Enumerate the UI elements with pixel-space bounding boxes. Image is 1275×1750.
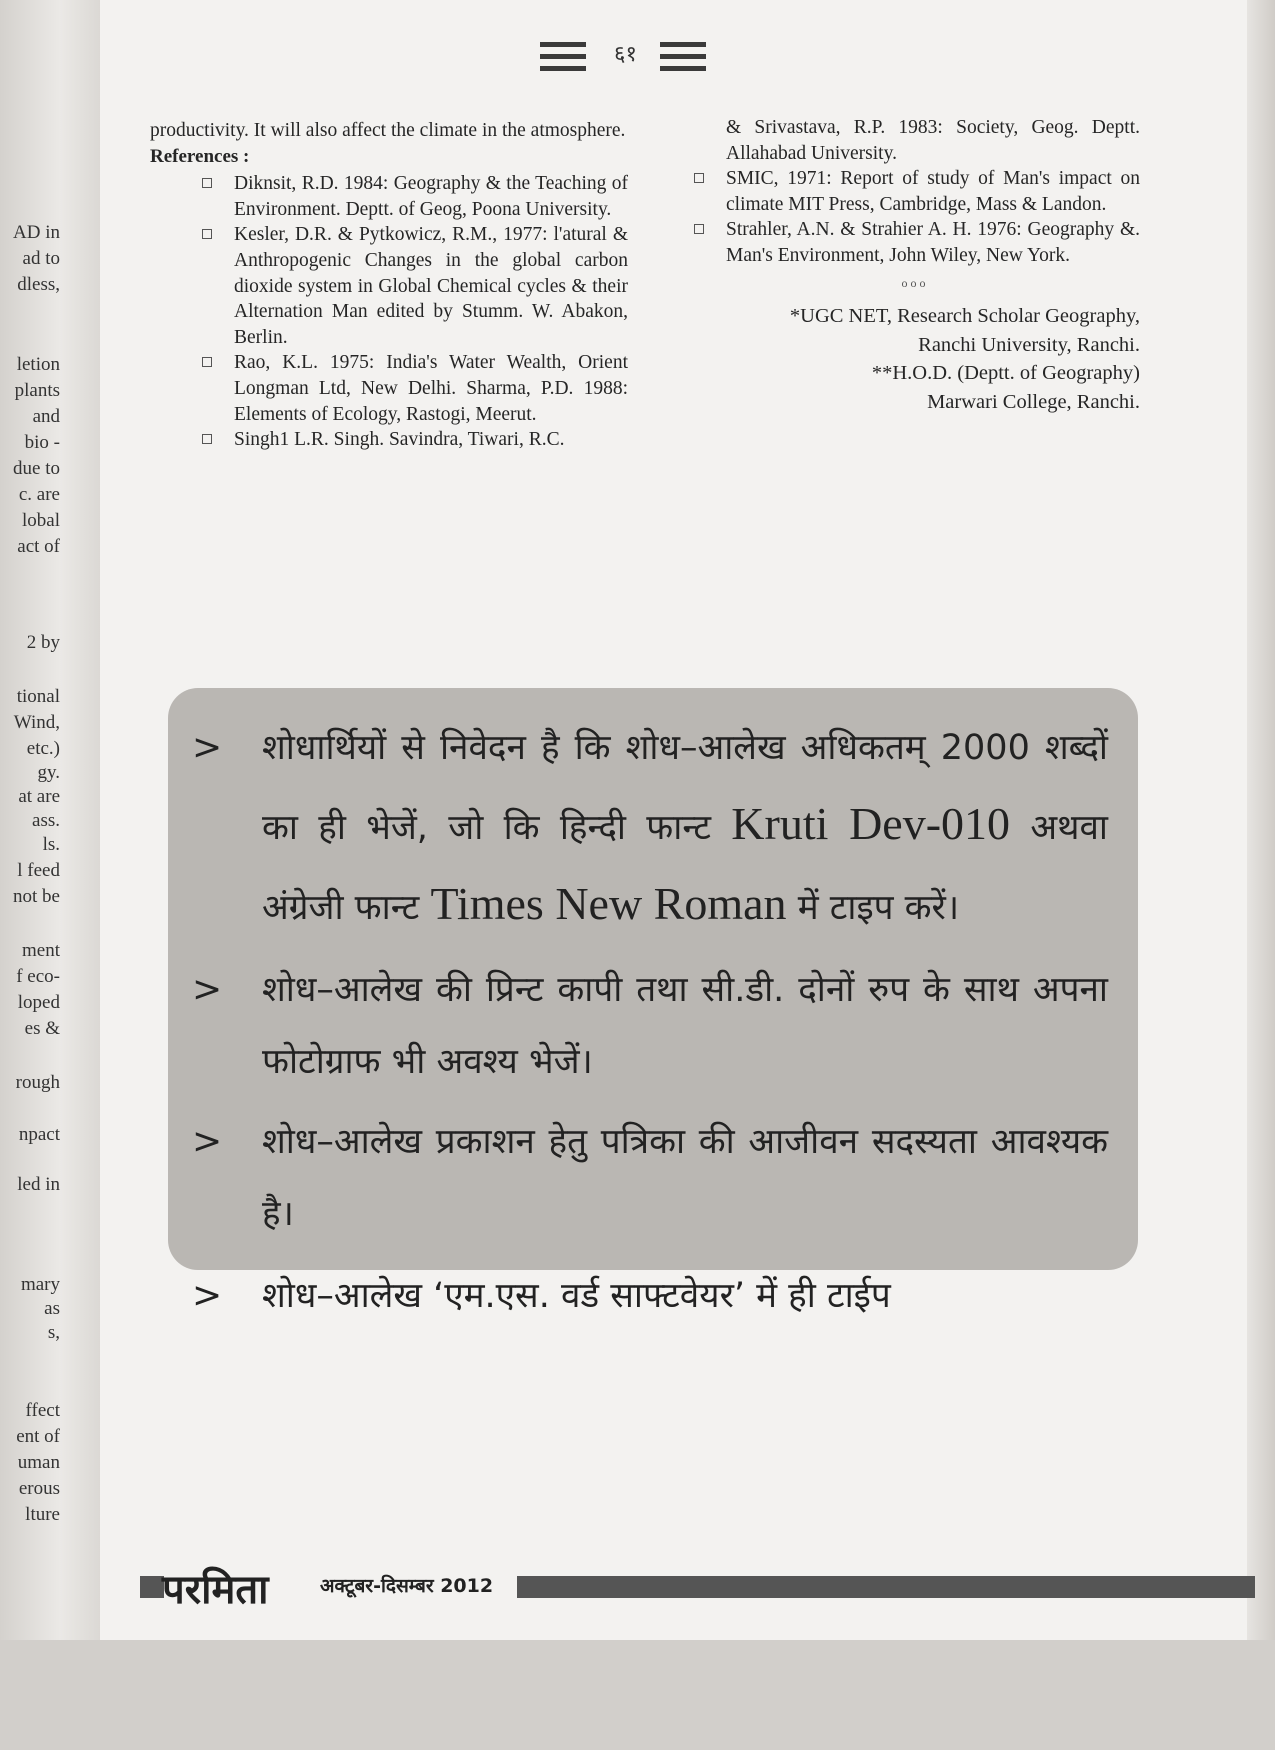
left-text-column	[150, 118, 628, 453]
left-page-fragment: l feed	[17, 860, 60, 881]
left-page-fragment: s,	[47, 1322, 60, 1343]
left-page-fragment: c. are	[18, 484, 60, 505]
left-page-fragment: bio -	[24, 432, 60, 453]
left-page-fragment: 2 by	[26, 632, 60, 653]
checkbox-bullet-icon	[694, 224, 704, 234]
reference-item: Strahler, A.N. & Strahier A. H. 1976: Geography &. Man's Environment, John Wiley, New York.	[690, 217, 1140, 268]
notice-item: > शोध–आलेख की प्रिन्ट कापी तथा सी.डी. दोनों रुप के साथ अपना फोटोग्राफ भी अवश्य भेजें।	[192, 954, 1108, 1098]
left-page-fragment: not be	[13, 886, 60, 907]
arrow-bullet-icon: >	[192, 727, 223, 768]
journal-logo: परमिता	[162, 1567, 269, 1613]
left-page-fragment: lture	[25, 1504, 60, 1525]
left-page-fragment: at are	[18, 786, 60, 807]
left-page-fragment: lobal	[22, 510, 60, 531]
left-page-fragment: and	[32, 406, 60, 427]
footer-rule-right	[517, 1576, 1255, 1598]
left-page-fragment: loped	[17, 992, 60, 1013]
submission-notice-box	[168, 688, 1138, 1316]
left-page-fragment: as	[44, 1298, 60, 1319]
page-number: ६१	[614, 42, 637, 67]
checkbox-bullet-icon	[694, 173, 704, 183]
reference-item: Diknsit, R.D. 1984: Geography & the Teaching of Environment. Deptt. of Geog, Poona University.	[150, 171, 628, 222]
left-page-fragment: ass.	[32, 810, 60, 831]
page-number-header	[540, 28, 740, 88]
left-page-fragment: plants	[14, 380, 60, 401]
left-page-fragment: ffect	[25, 1400, 60, 1421]
footer-rule-left	[140, 1576, 164, 1598]
left-page-fragment: etc.)	[26, 738, 60, 759]
right-text-column	[690, 115, 1140, 416]
left-page-fragment: tional	[16, 686, 60, 707]
checkbox-bullet-icon	[202, 357, 212, 367]
affiliation-line: Ranchi University, Ranchi.	[918, 333, 1140, 356]
left-page-fragment: Wind,	[13, 712, 60, 733]
left-page-fragment: ment	[22, 940, 60, 961]
left-page-fragment: due to	[13, 458, 60, 479]
left-page-fragment: mary	[20, 1274, 60, 1295]
checkbox-bullet-icon	[202, 178, 212, 188]
affiliation-line: **H.O.D. (Deptt. of Geography)	[871, 362, 1140, 385]
page-bottom-margin	[0, 1640, 1275, 1750]
left-page-fragment: dless,	[17, 274, 60, 295]
reference-item: SMIC, 1971: Report of study of Man's impact on climate MIT Press, Cambridge, Mass & Landon.	[690, 166, 1140, 217]
affiliation-line: Marwari College, Ranchi.	[927, 390, 1140, 413]
header-ornament-left	[540, 42, 586, 72]
notice-item: > शोध–आलेख प्रकाशन हेतु पत्रिका की आजीवन सदस्यता आवश्यक है।	[192, 1106, 1108, 1250]
left-page-fragment: ad to	[22, 248, 60, 269]
left-page-fragment: led in	[17, 1174, 60, 1195]
reference-continuation: & Srivastava, R.P. 1983: Society, Geog. Deptt. Allahabad University.	[726, 117, 1140, 164]
checkbox-bullet-icon	[202, 229, 212, 239]
left-page-fragment: gy.	[37, 762, 60, 783]
left-page-fragment: act of	[17, 536, 60, 557]
affiliation-line: *UGC NET, Research Scholar Geography,	[789, 305, 1140, 328]
left-page-fragment: npact	[18, 1124, 60, 1145]
notice-item: > शोध–आलेख ‘एम.एस. वर्ड साफ्टवेयर’ में ही टाईप	[192, 1258, 1108, 1334]
header-ornament-right	[660, 42, 706, 72]
intro-paragraph: productivity. It will also affect the climate in the atmosphere.	[150, 120, 626, 141]
reference-item: Singh1 L.R. Singh. Savindra, Tiwari, R.C.	[150, 427, 628, 453]
checkbox-bullet-icon	[202, 434, 212, 444]
left-page-fragment: uman	[17, 1452, 60, 1473]
left-page-fragment: es &	[24, 1018, 60, 1039]
left-page-fragment: ls.	[42, 834, 60, 855]
left-page-fragment: letion	[16, 354, 60, 375]
author-affiliations	[690, 302, 1140, 416]
arrow-bullet-icon: >	[192, 1121, 223, 1162]
reference-item: Rao, K.L. 1975: India's Water Wealth, Orient Longman Ltd, New Delhi. Sharma, P.D. 1988: Elements of Ecology, Rastogi, Meerut.	[150, 350, 628, 427]
issue-date: अक्टूबर-दिसम्बर 2012	[320, 1575, 494, 1597]
section-divider: ooo	[901, 275, 929, 290]
left-page-fragment: AD in	[13, 222, 60, 243]
page-edge-shadow	[1247, 0, 1275, 1750]
arrow-bullet-icon: >	[192, 1275, 223, 1316]
references-heading: References :	[150, 145, 250, 167]
left-page-fragment: ent of	[16, 1426, 60, 1447]
left-page-fragment: erous	[18, 1478, 60, 1499]
left-page-fragments	[0, 0, 60, 1640]
arrow-bullet-icon: >	[192, 969, 223, 1010]
left-page-fragment: rough	[15, 1072, 60, 1093]
page-footer	[140, 1560, 1275, 1620]
reference-item: Kesler, D.R. & Pytkowicz, R.M., 1977: l'atural & Anthropogenic Changes in the global carbon dioxide system in Global Chemical cycles & their Alternation Man edited by Stumm. W. Abakon, Berlin.	[150, 222, 628, 350]
notice-item: > शोधार्थियों से निवेदन है कि शोध–आलेख अधिकतम् 2000 शब्दों का ही भेजें, जो कि हिन्दी फान्ट Kruti Dev-010 अथवा अंग्रेजी फान्ट Times New Roman में टाइप करें।	[192, 710, 1108, 946]
left-page-fragment: f eco-	[16, 966, 60, 987]
